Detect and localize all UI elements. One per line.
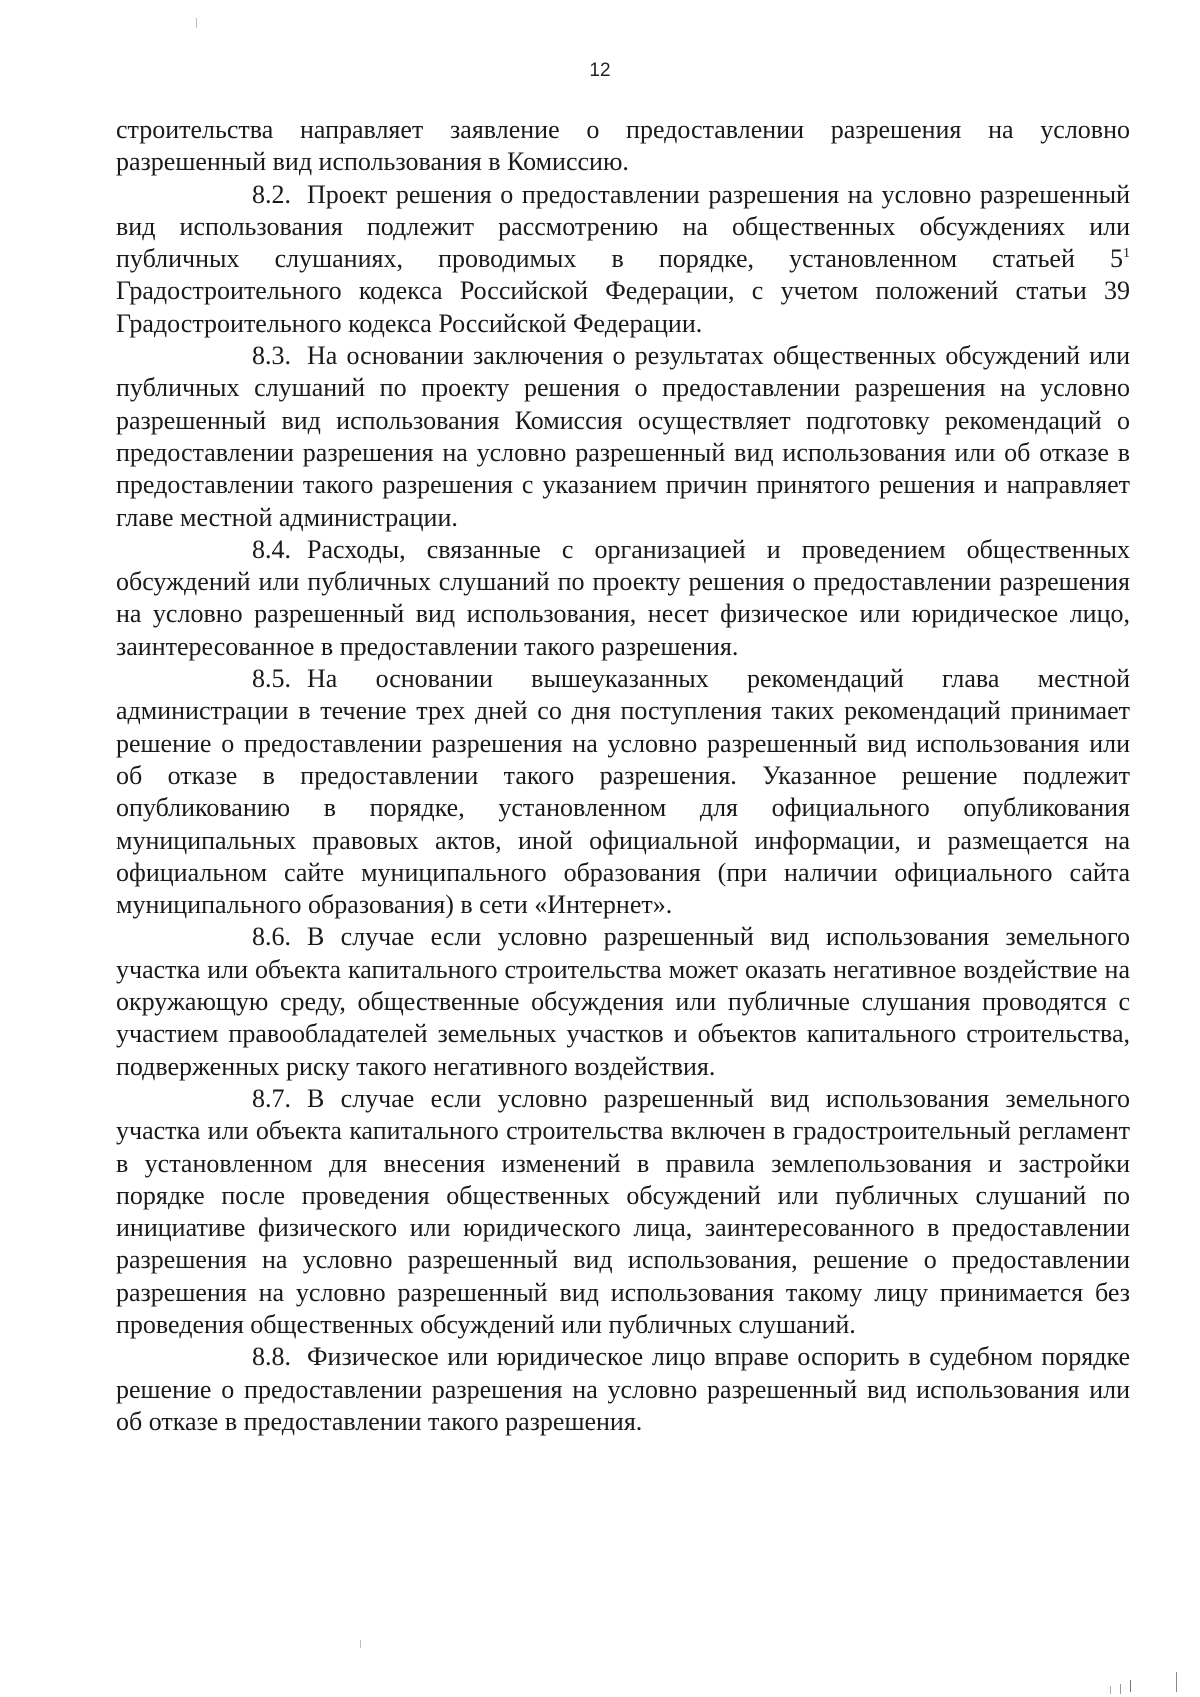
superscript: 1	[1123, 246, 1130, 262]
paragraph-number: 8.5.	[252, 664, 291, 694]
scan-artifact	[1120, 1684, 1121, 1694]
paragraph-8-3	[116, 340, 1130, 534]
paragraph-8-5	[116, 663, 1130, 921]
document-body	[116, 114, 1130, 1438]
paragraph-8-8	[116, 1341, 1130, 1438]
paragraph-8-7	[116, 1083, 1130, 1341]
scan-artifact	[1130, 1680, 1131, 1692]
paragraph-continuation	[116, 114, 1130, 179]
paragraph-text: В случае если условно разрешенный вид использования земельного участка или объекта капитального строительства включен в градостроительный регламент в установленном для внесения изменений в правила землепользования и застройки порядке после проведения общественных обсуждений или публичных слушаний по инициативе физического или юридического лица, заинтересованного в предоставлении разрешения на условно разрешенный вид использования, решение о предоставлении разрешения на условно разрешенный вид использования такому лицу принимается без проведения общественных обсуждений или публичных слушаний.	[116, 1083, 1130, 1339]
paragraph-number: 8.4.	[252, 534, 291, 564]
paragraph-number: 8.2.	[252, 179, 291, 209]
paragraph-text: строительства направляет заявление о предоставлении разрешения на условно разрешенный вид использования в Комиссию.	[116, 115, 1130, 177]
paragraph-text: Расходы, связанные с организацией и проведением общественных обсуждений или публичных слушаний по проекту решения о предоставлении разрешения на условно разрешенный вид использования, несет физическое или юридическое лицо, заинтересованное в предоставлении такого разрешения.	[116, 534, 1130, 661]
scan-artifact	[1110, 1686, 1111, 1694]
paragraph-text: Физическое или юридическое лицо вправе оспорить в судебном порядке решение о предоставлении разрешения на условно разрешенный вид использования или об отказе в предоставлении такого разрешения.	[116, 1342, 1130, 1436]
scan-artifact	[1176, 1672, 1177, 1692]
paragraph-number: 8.6.	[252, 922, 291, 952]
paragraph-8-2	[116, 179, 1130, 340]
paragraph-text: Проект решения о предоставлении разрешения на условно разрешенный вид использования подлежит рассмотрению на общественных обсуждениях или публичных слушаниях, проводимых в порядке, установленном статьей 5	[116, 179, 1130, 274]
paragraph-text: На основании заключения о результатах общественных обсуждений или публичных слушаний по проекту решения о предоставлении разрешения на условно разрешенный вид использования Комиссия осуществляет подготовку рекомендаций о предоставлении разрешения на условно разрешенный вид использования или об отказе в предоставлении такого разрешения с указанием причин принятого решения и направляет главе местной администрации.	[116, 341, 1130, 532]
paragraph-number: 8.7.	[252, 1083, 291, 1113]
scan-artifact	[360, 1640, 361, 1648]
paragraph-number: 8.8.	[252, 1342, 291, 1372]
paragraph-number: 8.3.	[252, 341, 291, 371]
paragraph-text: На основании вышеуказанных рекомендаций глава местной администрации в течение трех дней со дня поступления таких рекомендаций принимает решение о предоставлении разрешения на условно разрешенный вид использования или об отказе в предоставлении такого разрешения. Указанное решение подлежит опубликованию в порядке, установленном для официального опубликования муниципальных правовых актов, иной официальной информации, и размещается на официальном сайте муниципального образования (при наличии официального сайта муниципального образования) в сети «Интернет».	[116, 664, 1130, 920]
scan-artifact	[196, 18, 197, 28]
paragraph-8-6	[116, 921, 1130, 1082]
page-number: 12	[589, 60, 611, 81]
paragraph-text-continued: Градостроительного кодекса Российской Федерации, с учетом положений статьи 39 Градостроительного кодекса Российской Федерации.	[116, 276, 1130, 338]
paragraph-text: В случае если условно разрешенный вид использования земельного участка или объекта капитального строительства может оказать негативное воздействие на окружающую среду, общественные обсуждения или публичные слушания проводятся с участием правообладателей земельных участков и объектов капитального строительства, подверженных риску такого негативного воздействия.	[116, 922, 1130, 1081]
paragraph-8-4	[116, 534, 1130, 663]
